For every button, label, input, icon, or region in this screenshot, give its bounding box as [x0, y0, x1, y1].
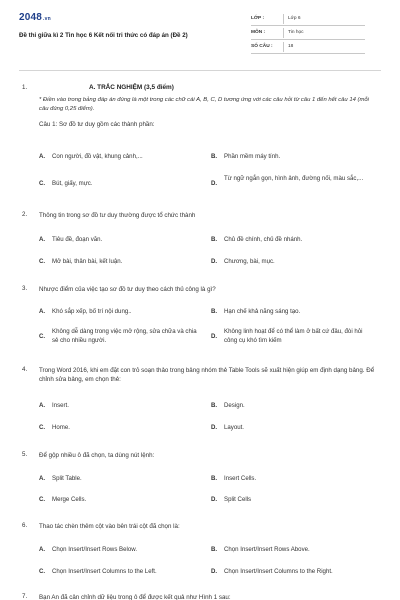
option-c[interactable] [39, 495, 197, 504]
option-d[interactable] [211, 567, 369, 576]
option-key: B. [211, 153, 218, 160]
page-header [0, 0, 400, 66]
option-c[interactable] [39, 257, 197, 266]
option-a[interactable] [39, 545, 197, 554]
meta-value: 18 [288, 44, 294, 49]
question-text: Thông tin trong sơ đồ tư duy thường được tổ chức thành [39, 212, 196, 219]
option-key: C. [39, 180, 46, 187]
option-c[interactable] [39, 567, 197, 576]
option-a[interactable] [39, 307, 197, 316]
option-b[interactable] [211, 545, 369, 554]
option-text: Chọn Insert/Insert Rows Below. [52, 546, 138, 553]
meta-table [251, 12, 365, 54]
option-key: D. [211, 568, 218, 575]
option-text: Layout. [224, 424, 244, 431]
option-key: B. [211, 308, 218, 315]
option-key: A. [39, 308, 46, 315]
option-c[interactable] [39, 179, 197, 188]
option-key: D. [211, 333, 218, 340]
option-key: C. [39, 496, 46, 503]
option-text: Khó sắp xếp, bố trí nội dung.. [52, 308, 132, 315]
question-number: 2. [22, 211, 28, 218]
option-d[interactable] [211, 327, 369, 345]
meta-value: Tin học [288, 30, 304, 35]
option-key: A. [39, 153, 46, 160]
option-text: Split Table. [52, 475, 82, 482]
header-divider [19, 70, 381, 71]
question-number: 5. [22, 451, 28, 458]
option-key: D. [211, 258, 218, 265]
option-text: Con người, đồ vật, khung cảnh,... [52, 153, 143, 160]
option-text: Chủ đề chính, chủ đề nhánh. [224, 236, 303, 243]
option-text: Hạn chế khả năng sáng tạo. [224, 308, 301, 315]
option-d[interactable] [211, 495, 369, 504]
option-b[interactable] [211, 474, 369, 483]
option-key: A. [39, 546, 46, 553]
meta-label: MÔN : [251, 30, 266, 35]
question-number: 4. [22, 366, 28, 373]
option-a[interactable] [39, 152, 197, 161]
option-a[interactable] [39, 235, 197, 244]
question-number: 7. [22, 593, 28, 600]
option-b[interactable] [211, 307, 369, 316]
meta-label: SỐ CÂU : [251, 44, 273, 49]
option-text: Merge Cells. [52, 496, 87, 503]
option-key: D. [211, 180, 218, 187]
option-b[interactable] [211, 152, 369, 161]
option-text: Chương, bài, mục. [224, 258, 275, 265]
option-d[interactable] [211, 174, 369, 188]
option-text: Từ ngữ ngắn gọn, hình ảnh, đường nối, màu sắc,... [224, 175, 364, 182]
question-text: Để gộp nhiều ô đã chọn, ta dùng nút lệnh: [39, 452, 155, 459]
option-text: Không dễ dàng trong việc mở rộng, sửa chữa và chia sẻ cho nhiều người. [52, 328, 197, 344]
option-text: Phần mềm máy tính. [224, 153, 281, 160]
option-a[interactable] [39, 401, 197, 410]
meta-divider [283, 42, 284, 52]
option-text: Mở bài, thân bài, kết luận. [52, 258, 123, 265]
option-d[interactable] [211, 257, 369, 266]
option-text: Split Cells [224, 496, 252, 503]
meta-label: LỚP : [251, 16, 265, 21]
meta-divider [283, 28, 284, 38]
option-c[interactable] [39, 327, 197, 345]
meta-row-subject [251, 26, 365, 40]
option-a[interactable] [39, 474, 197, 483]
option-text: Design. [224, 402, 245, 409]
logo-suffix: .vn [43, 16, 51, 22]
instruction-note: * Điền vào trong bảng đáp án đúng là một trong các chữ cái A, B, C, D tương ứng với các câu hỏi từ câu 1 đến hết câu 14 (mỗi câu đúng 0,25 điểm). [39, 97, 369, 112]
site-logo[interactable] [19, 12, 51, 23]
document-title: Đề thi giữa kì 2 Tin học 6 Kết nối tri thức có đáp án (Đề 2) [19, 32, 188, 39]
option-key: A. [39, 475, 46, 482]
section-title: A. TRẮC NGHIỆM (3,5 điểm) [89, 84, 174, 91]
option-key: C. [39, 424, 46, 431]
option-text: Insert. [52, 402, 69, 409]
option-d[interactable] [211, 423, 369, 432]
meta-value: Lớp 6 [288, 16, 301, 21]
option-b[interactable] [211, 401, 369, 410]
option-c[interactable] [39, 423, 197, 432]
meta-divider [283, 14, 284, 24]
question-text: Câu 1: Sơ đồ tư duy gồm các thành phần: [39, 121, 155, 128]
option-text: Home. [52, 424, 70, 431]
option-b[interactable] [211, 235, 369, 244]
option-key: C. [39, 568, 46, 575]
question-number: 1. [22, 84, 28, 91]
option-key: C. [39, 333, 46, 340]
meta-row-class [251, 12, 365, 26]
logo-text: 2048 [19, 12, 43, 23]
option-key: C. [39, 258, 46, 265]
option-key: A. [39, 236, 46, 243]
option-text: Chọn Insert/Insert Rows Above. [224, 546, 310, 553]
option-key: B. [211, 546, 218, 553]
meta-row-count [251, 40, 365, 54]
question-text: Nhược điểm của việc tạo sơ đồ tư duy theo cách thủ công là gì? [39, 286, 216, 293]
option-key: B. [211, 236, 218, 243]
option-key: A. [39, 402, 46, 409]
question-text: Bạn An đã cân chỉnh dữ liệu trong ô để được kết quả như Hình 1 sau: [39, 594, 231, 600]
option-text: Chọn Insert/Insert Columns to the Left. [52, 568, 157, 575]
question-text: Trong Word 2016, khi em đặt con trỏ soạn thảo trong bảng nhóm thẻ Table Tools sẽ xuất hiện giúp em định dạng bảng. Để chỉnh sửa bảng, em chọn thẻ: [39, 367, 375, 383]
option-key: B. [211, 402, 218, 409]
option-text: Tiêu đề, đoạn văn. [52, 236, 103, 243]
question-text: Thao tác chèn thêm cột vào bên trái cột đã chọn là: [39, 523, 180, 530]
option-text: Insert Cells. [224, 475, 257, 482]
option-text: Bút, giấy, mực. [52, 180, 93, 187]
option-key: B. [211, 475, 218, 482]
option-text: Không linh hoạt để có thể làm ở bất cứ đâu, đòi hỏi công cụ khó tìm kiếm [224, 328, 363, 344]
option-key: D. [211, 496, 218, 503]
question-number: 3. [22, 285, 28, 292]
option-text: Chọn Insert/Insert Columns to the Right. [224, 568, 333, 575]
option-key: D. [211, 424, 218, 431]
question-number: 6. [22, 522, 28, 529]
